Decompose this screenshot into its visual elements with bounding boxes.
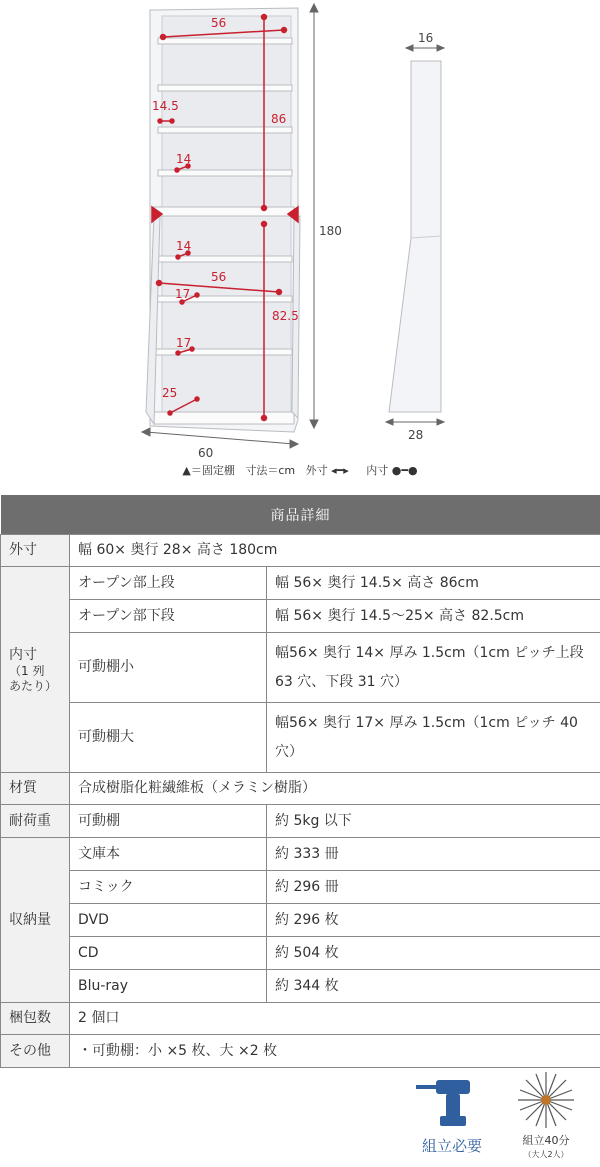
inner-value-open-top: 幅 56× 奥行 14.5× 高さ 86cm <box>267 567 600 600</box>
label-depth-5: 17 <box>176 336 192 350</box>
label-side-top-depth: 16 <box>418 31 434 45</box>
inner-value-shelf-small: 幅56× 奥行 14× 厚み 1.5cm（1cm ピッチ上段 63 穴、下段 31 穴） <box>267 633 600 703</box>
label-outer-height: 180 <box>319 224 342 238</box>
assembly-required-label: 組立必要 <box>421 1137 483 1155</box>
legend-inner: 内寸 <box>366 464 389 477</box>
storage-name-bunko: 文庫本 <box>70 838 267 871</box>
row-value-packages: 2 個口 <box>70 1003 600 1035</box>
storage-value-comic: 約 296 冊 <box>267 871 600 904</box>
label-inner-width-bottom: 56 <box>211 270 227 284</box>
storage-name-bluray: Blu-ray <box>70 970 267 1003</box>
inner-name-open-top: オープン部上段 <box>70 567 267 600</box>
label-depth-3: 14 <box>176 239 192 253</box>
legend-unit: 寸法＝cm <box>245 464 296 477</box>
assembly-badges <box>0 1060 600 1167</box>
diagram-legend <box>0 462 600 478</box>
storage-name-cd: CD <box>70 937 267 970</box>
label-depth-6: 25 <box>162 386 178 400</box>
label-outer-depth: 28 <box>408 428 424 442</box>
outer-arrow-icon: ◂━▸ <box>331 464 349 477</box>
row-label-inner: 内寸 （1 列 あたり） <box>1 567 70 773</box>
drill-icon <box>416 1080 470 1126</box>
storage-value-bluray: 約 344 枚 <box>267 970 600 1003</box>
row-label-other: その他 <box>1 1035 70 1068</box>
row-value-material: 合成樹脂化粧繊維板（メラミン樹脂） <box>70 773 600 805</box>
product-detail-table <box>0 495 600 1068</box>
assembly-people-label: （大人2人） <box>523 1150 569 1159</box>
label-inner-width-top: 56 <box>211 16 227 30</box>
legend-outer: 外寸 <box>305 464 328 477</box>
storage-name-comic: コミック <box>70 871 267 904</box>
row-label-packages: 梱包数 <box>1 1003 70 1035</box>
row-label-storage: 収納量 <box>1 838 70 1003</box>
storage-value-bunko: 約 333 冊 <box>267 838 600 871</box>
storage-name-dvd: DVD <box>70 904 267 937</box>
bookcase-front-view <box>146 8 300 432</box>
inner-name-shelf-large: 可動棚大 <box>70 703 267 773</box>
label-depth-2: 14 <box>176 152 192 166</box>
load-value: 約 5kg 以下 <box>267 805 600 838</box>
storage-value-dvd: 約 296 枚 <box>267 904 600 937</box>
label-inner-height-top: 86 <box>271 112 287 126</box>
inner-name-shelf-small: 可動棚小 <box>70 633 267 703</box>
inner-dot-line-icon: ●━● <box>391 464 418 477</box>
label-outer-width: 60 <box>198 446 214 460</box>
inner-name-open-bottom: オープン部下段 <box>70 600 267 633</box>
row-label-load: 耐荷重 <box>1 805 70 838</box>
dimension-diagram <box>0 0 600 492</box>
inner-value-open-bottom: 幅 56× 奥行 14.5〜25× 高さ 82.5cm <box>267 600 600 633</box>
inner-value-shelf-large: 幅56× 奥行 17× 厚み 1.5cm（1cm ピッチ 40 穴） <box>267 703 600 773</box>
row-value-outer: 幅 60× 奥行 28× 高さ 180cm <box>70 535 600 567</box>
clock-burst-icon <box>518 1072 574 1128</box>
bookcase-side-view <box>389 61 441 412</box>
label-depth-1: 14.5 <box>152 99 179 113</box>
table-title: 商品詳細 <box>1 495 600 535</box>
row-label-material: 材質 <box>1 773 70 805</box>
storage-value-cd: 約 504 枚 <box>267 937 600 970</box>
row-value-other: ・可動棚：小 ×5 枚、大 ×2 枚 <box>70 1035 600 1068</box>
label-depth-4: 17 <box>175 287 191 301</box>
row-label-outer: 外寸 <box>1 535 70 567</box>
legend-fixed-shelf: ▲＝固定棚 <box>182 464 235 477</box>
assembly-time-label: 組立40分 <box>522 1134 570 1147</box>
label-inner-height-bottom: 82.5 <box>272 309 299 323</box>
load-name: 可動棚 <box>70 805 267 838</box>
